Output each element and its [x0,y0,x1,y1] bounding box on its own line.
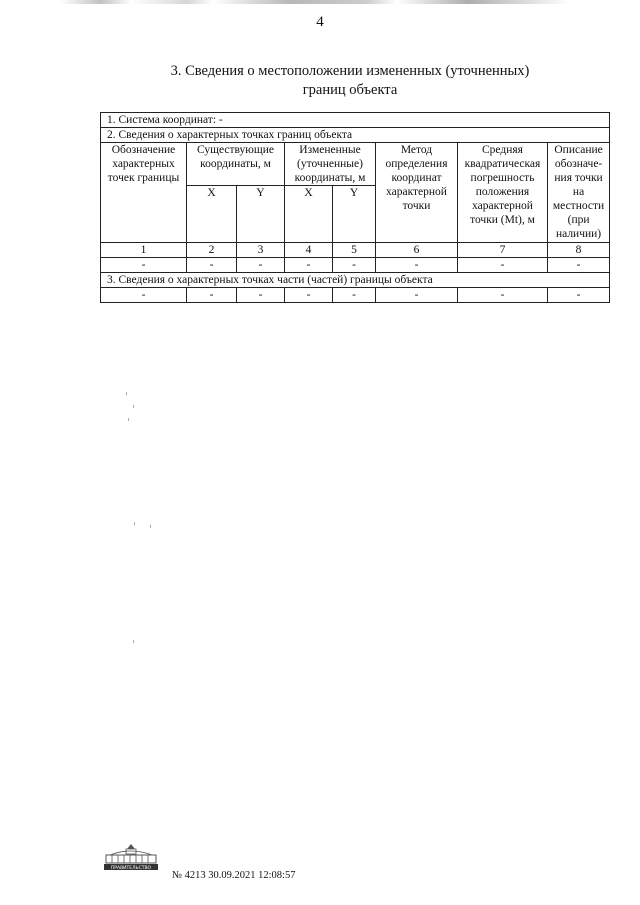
scan-artifact [60,0,570,4]
table-row: - - - - - - - - [101,258,610,273]
scan-speck [150,525,151,528]
scan-speck [134,522,135,525]
page-number: 4 [316,14,324,30]
government-emblem-stamp [100,842,162,872]
header-existing-coords: Существующие координаты, м [187,143,285,186]
stamp-label: ПРАВИТЕЛЬСТВО [110,866,152,871]
column-numbers-row: 1 2 3 4 5 6 7 8 [101,243,610,258]
header-changed-x: X [285,186,333,243]
header-existing-x: X [187,186,237,243]
section-title [140,62,560,100]
header-existing-y: Y [237,186,285,243]
section-title-line-2: границ объекта [302,82,398,98]
boundary-points-table [100,112,610,303]
table-row: - - - - - - - - [101,288,610,303]
coordinate-system-row: 1. Система координат: - [101,113,610,128]
header-description: Описание обозначе- ния точки на местности (при наличии) [548,143,610,243]
header-error: Средняя квадратическая погрешность положения характерной точки (Mt), м [458,143,548,243]
scan-speck [133,640,134,643]
section-3-row: 3. Сведения о характерных точках части (частей) границы объекта [101,273,610,288]
section-2-row: 2. Сведения о характерных точках границ объекта [101,128,610,143]
header-changed-coords: Измененные (уточненные) координаты, м [285,143,376,186]
scan-speck [128,418,129,421]
header-method: Метод определения координат характерной точки [376,143,458,243]
scan-speck [133,405,134,408]
header-changed-y: Y [333,186,376,243]
scan-speck [126,392,127,395]
header-point-designation: Обозначение характерных точек границы [101,143,187,243]
document-registration-info: № 4213 30.09.2021 12:08:57 [172,870,296,881]
section-title-line-1: 3. Сведения о местоположении измененных (уточненных) [170,63,530,79]
